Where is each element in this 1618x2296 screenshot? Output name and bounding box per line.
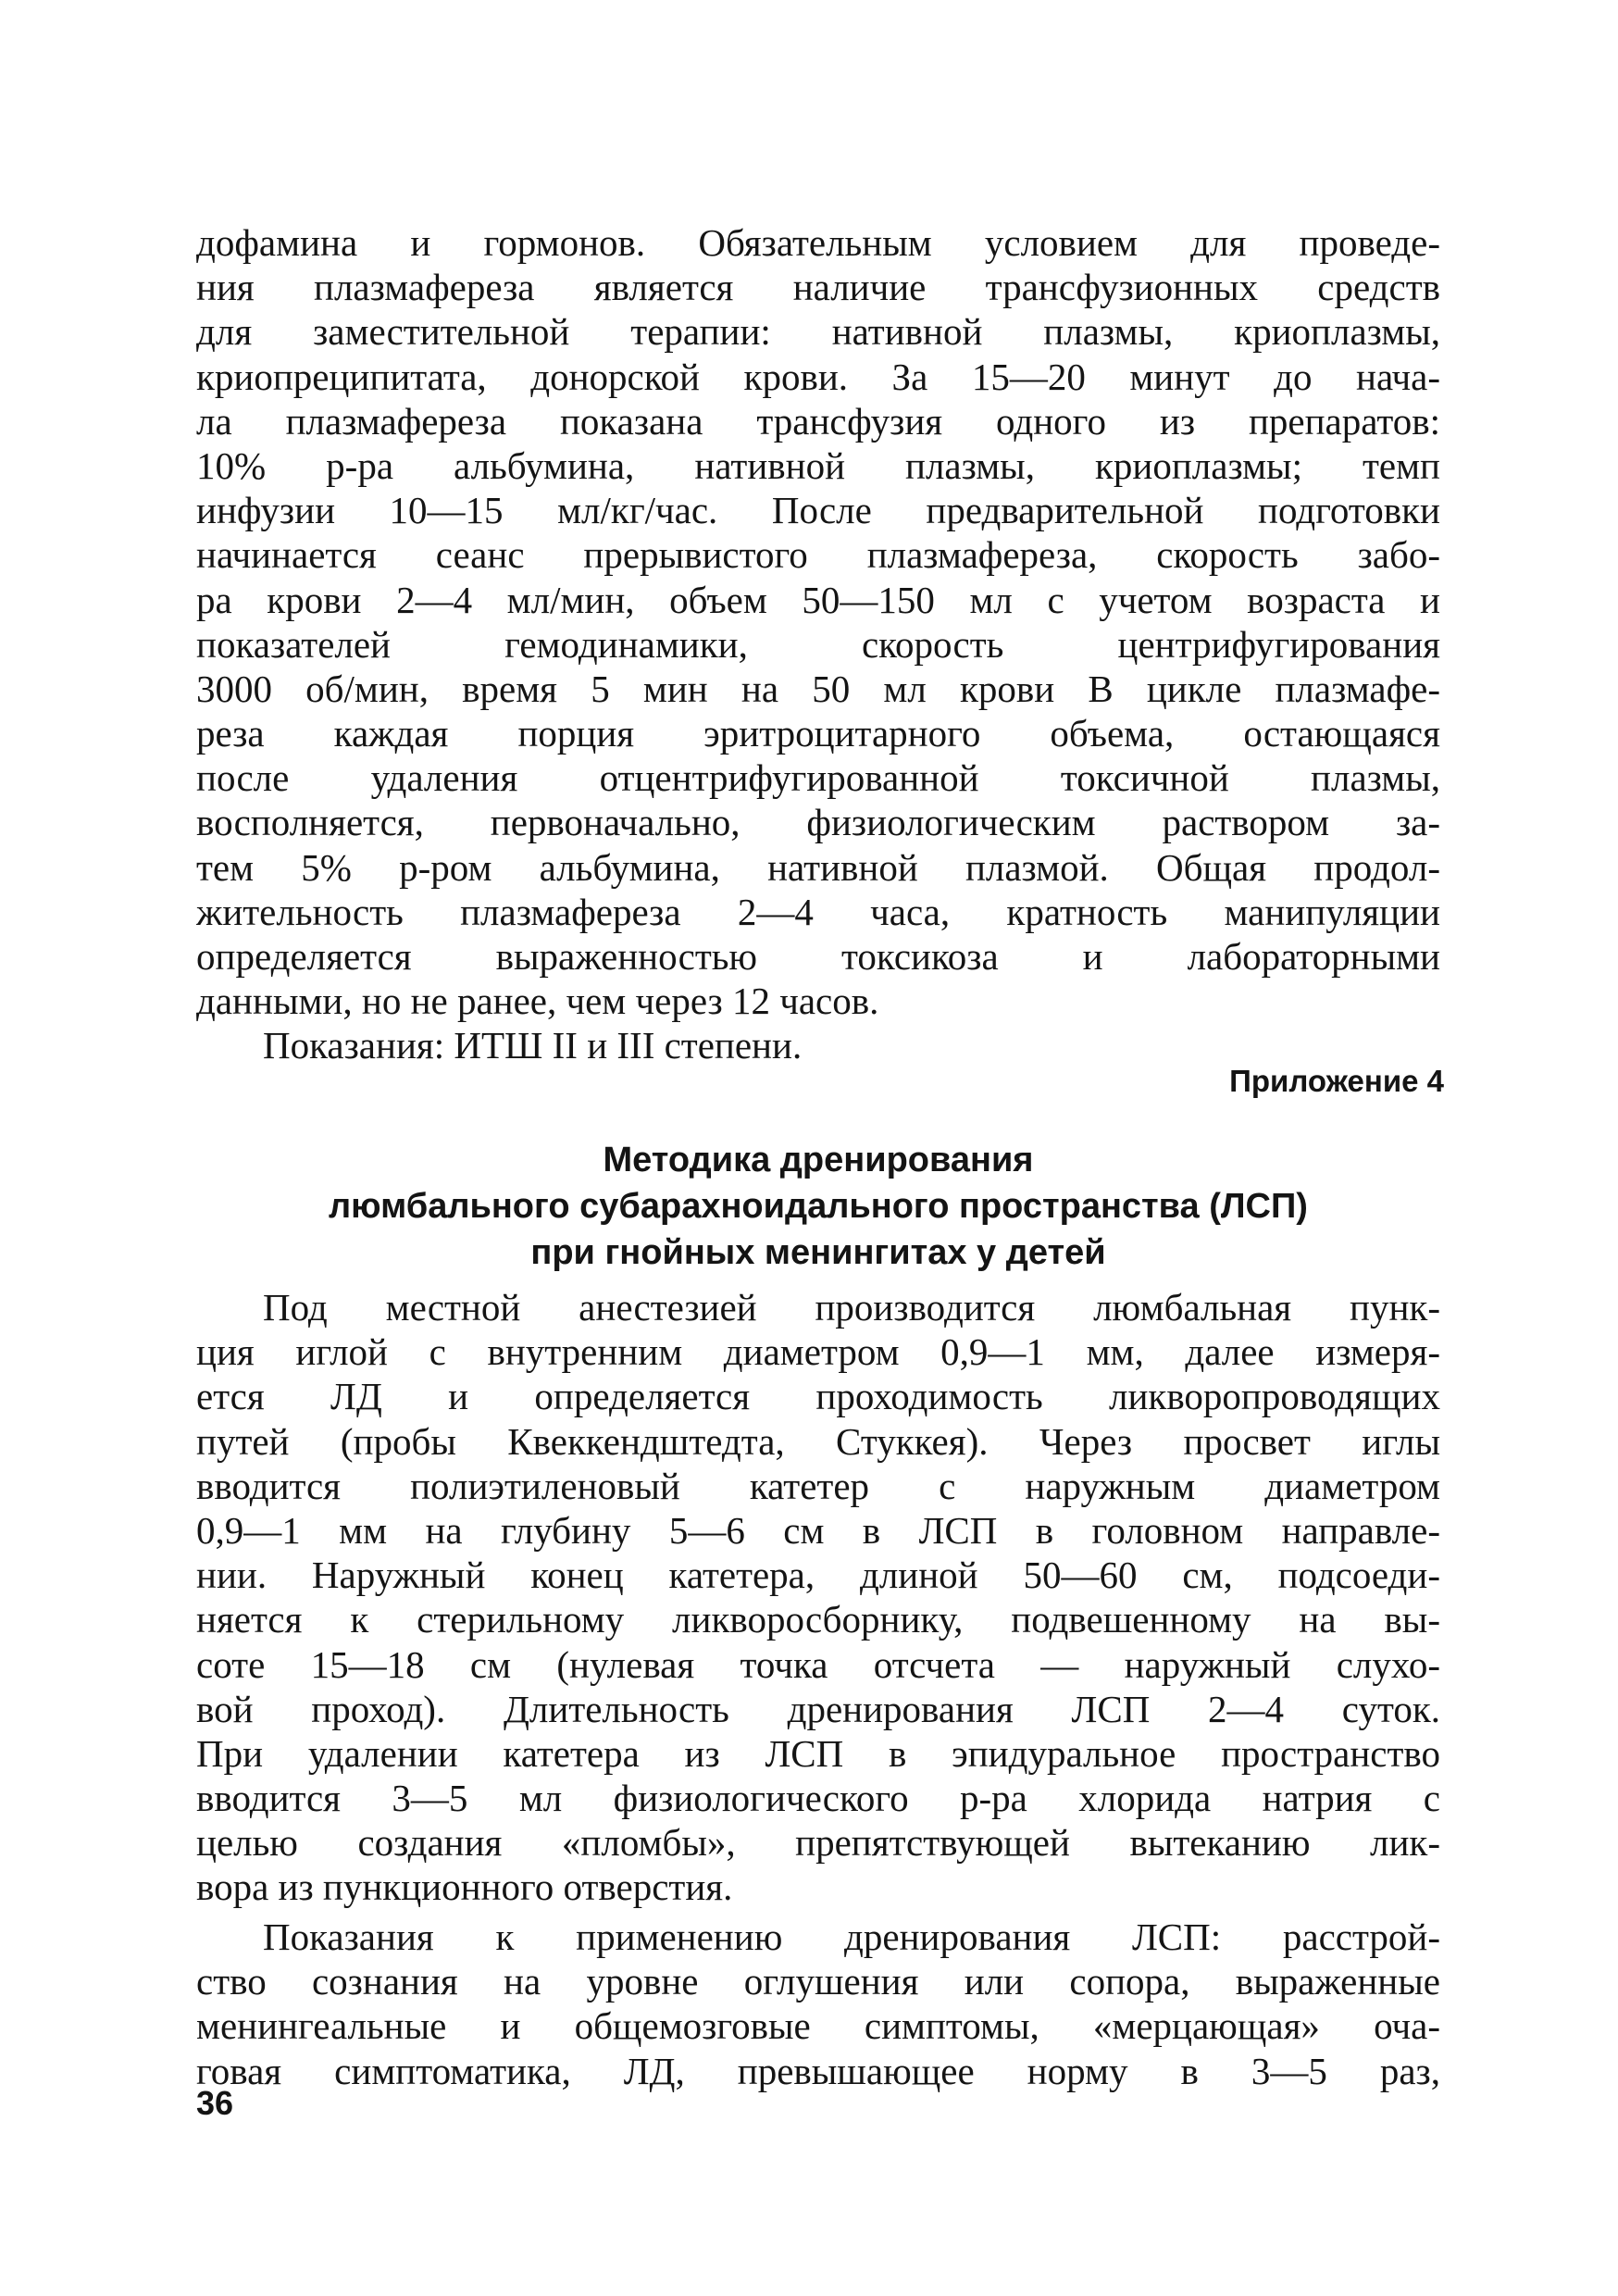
text-line: вой проход). Длительность дренирования ЛСП 2—4 суток. (196, 1687, 1440, 1730)
text-line: вводится полиэтиленовый катетер с наружным диаметром (196, 1464, 1440, 1507)
text-line: тем 5% р-ром альбумина, нативной плазмой. Общая продол- (196, 845, 1440, 889)
text-line: 0,9—1 мм на глубину 5—6 см в ЛСП в головном направле- (196, 1508, 1440, 1552)
heading-line: люмбального субарахноидального пространства (ЛСП) (329, 1187, 1308, 1226)
text-line: криопреципитата, донорской крови. За 15—20 минут до нача- (196, 355, 1440, 398)
heading-line: Методика дренирования (603, 1141, 1034, 1179)
text-line: 10% р-ра альбумина, нативной плазмы, криоплазмы; темп (196, 443, 1440, 487)
text-line: восполняется, первоначально, физиологическим раствором за- (196, 801, 1440, 844)
text-line: данными, но не ранее, чем через 12 часов. (196, 980, 879, 1023)
text-line: инфузии 10—15 мл/кг/час. После предварительной подготовки (196, 489, 1440, 532)
text-line: целью создания «пломбы», препятствующей вытеканию лик- (196, 1821, 1440, 1865)
text-line: нии. Наружный конец катетера, длиной 50—60 см, подсоеди- (196, 1554, 1440, 1597)
text-line: после удаления отцентрифугированной токсичной плазмы, (196, 756, 1440, 800)
paragraph-drainage-method (196, 1285, 1440, 1910)
text-line: путей (пробы Квеккендштедта, Стуккея). Через просвет иглы (196, 1419, 1440, 1463)
paragraph-drainage-indications (196, 1915, 1440, 2093)
text-line: 3000 об/мин, время 5 мин на 50 мл крови В цикле плазмафе- (196, 667, 1440, 710)
heading-line: при гнойных менингитах у детей (530, 1233, 1106, 1272)
text-line: ство сознания на уровне оглушения или сопора, выраженные (196, 1960, 1440, 2003)
text-line: ла плазмафереза показана трансфузия одного из препаратов: (196, 399, 1440, 443)
text-line: дофамина и гормонов. Обязательным условием для проведе- (196, 221, 1440, 264)
text-line: соте 15—18 см (нулевая точка отсчета — наружный слухо- (196, 1642, 1440, 1686)
text-line: ния плазмафереза является наличие трансфузионных средств (196, 266, 1440, 309)
text-line: Показания к применению дренирования ЛСП: расстрой- (263, 1915, 1440, 1958)
section-heading (196, 1137, 1440, 1276)
page-number: 36 (196, 2084, 234, 2122)
text-line: няется к стерильному ликворосборнику, подвешенному на вы- (196, 1598, 1440, 1641)
text-line: вора из пункционного отверстия. (196, 1866, 733, 1909)
paragraph-plasmapheresis (196, 220, 1440, 1068)
indications-line: Показания: ИТШ II и III степени. (263, 1024, 803, 1067)
text-line: ра крови 2—4 мл/мин, объем 50—150 мл с учетом возраста и (196, 578, 1440, 621)
text-line: вводится 3—5 мл физиологического р-ра хлорида натрия с (196, 1777, 1440, 1820)
text-line: жительность плазмафереза 2—4 часа, кратность манипуляции (196, 890, 1440, 933)
text-line: начинается сеанс прерывистого плазмафереза, скорость забо- (196, 533, 1440, 577)
text-line: ция иглой с внутренним диаметром 0,9—1 мм, далее измеря- (196, 1330, 1440, 1374)
text-line: менингеальные и общемозговые симптомы, «мерцающая» оча- (196, 2004, 1440, 2048)
text-line: ется ЛД и определяется проходимость ликворопроводящих (196, 1375, 1440, 1418)
text-line: говая симптоматика, ЛД, превышающее норму в 3—5 раз, (196, 2049, 1440, 2092)
text-line: показателей гемодинамики, скорость центрифугирования (196, 622, 1440, 666)
text-line: реза каждая порция эритроцитарного объема, остающаяся (196, 712, 1440, 755)
text-line: При удалении катетера из ЛСП в эпидуральное пространство (196, 1731, 1440, 1775)
text-line: определяется выраженностью токсикоза и лабораторными (196, 935, 1440, 978)
appendix-label: Приложение 4 (1229, 1064, 1444, 1098)
text-line: для заместительной терапии: нативной плазмы, криоплазмы, (196, 310, 1440, 354)
text-line: Под местной анестезией производится люмбальная пунк- (263, 1286, 1440, 1329)
